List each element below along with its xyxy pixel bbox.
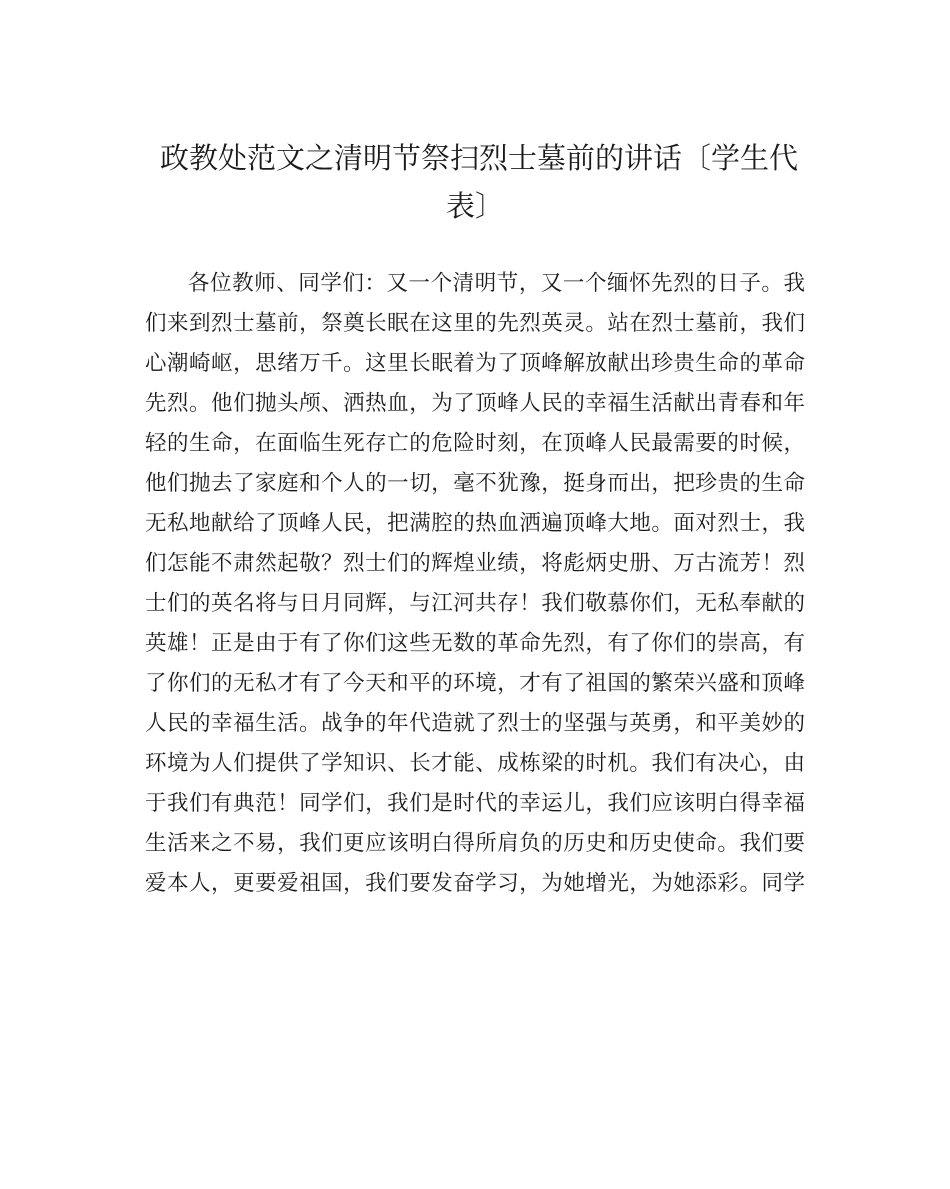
title-line-1: 政教处范文之清明节祭扫烈士墓前的讲话〔学生代 — [160, 141, 799, 175]
body-line: 爱本人，更要爱祖国，我们要发奋学习，为她增光，为她添彩。同学 — [145, 871, 805, 896]
body-line: 轻的生命，在面临生死存亡的危险时刻，在顶峰人民最需要的时候， — [145, 431, 805, 456]
document-title — [160, 134, 799, 230]
body-line: 生活来之不易，我们更应该明白得所肩负的历史和历史使命。我们要 — [145, 831, 805, 856]
body-line: 先烈。他们抛头颅、洒热血，为了顶峰人民的幸福生活献出青春和年 — [145, 391, 805, 416]
body-line: 英雄！正是由于有了你们这些无数的革命先烈，有了你们的崇高，有 — [145, 631, 805, 656]
body-line: 他们抛去了家庭和个人的一切，毫不犹豫，挺身而出，把珍贵的生命 — [145, 471, 805, 496]
body-paragraph — [145, 264, 805, 904]
body-line: 们怎能不肃然起敬？烈士们的辉煌业绩，将彪炳史册、万古流芳！烈 — [145, 551, 805, 576]
body-line: 士们的英名将与日月同辉，与江河共存！我们敬慕你们，无私奉献的 — [145, 591, 805, 616]
body-line: 各位教师、同学们：又一个清明节，又一个缅怀先烈的日子。我 — [188, 271, 805, 296]
body-line: 们来到烈士墓前，祭奠长眠在这里的先烈英灵。站在烈士墓前，我们 — [145, 311, 805, 336]
body-line: 环境为人们提供了学知识、长才能、成栋梁的时机。我们有决心，由 — [145, 751, 805, 776]
body-line: 心潮崎岖，思绪万千。这里长眠着为了顶峰解放献出珍贵生命的革命 — [145, 351, 805, 376]
body-line: 于我们有典范！同学们，我们是时代的幸运儿，我们应该明白得幸福 — [145, 791, 805, 816]
title-line-2: 表〕 — [445, 189, 504, 223]
body-line: 无私地献给了顶峰人民，把满腔的热血洒遍顶峰大地。面对烈士，我 — [145, 511, 805, 536]
body-line: 了你们的无私才有了今天和平的环境，才有了祖国的繁荣兴盛和顶峰 — [145, 671, 805, 696]
body-line: 人民的幸福生活。战争的年代造就了烈士的坚强与英勇，和平美妙的 — [145, 711, 805, 736]
